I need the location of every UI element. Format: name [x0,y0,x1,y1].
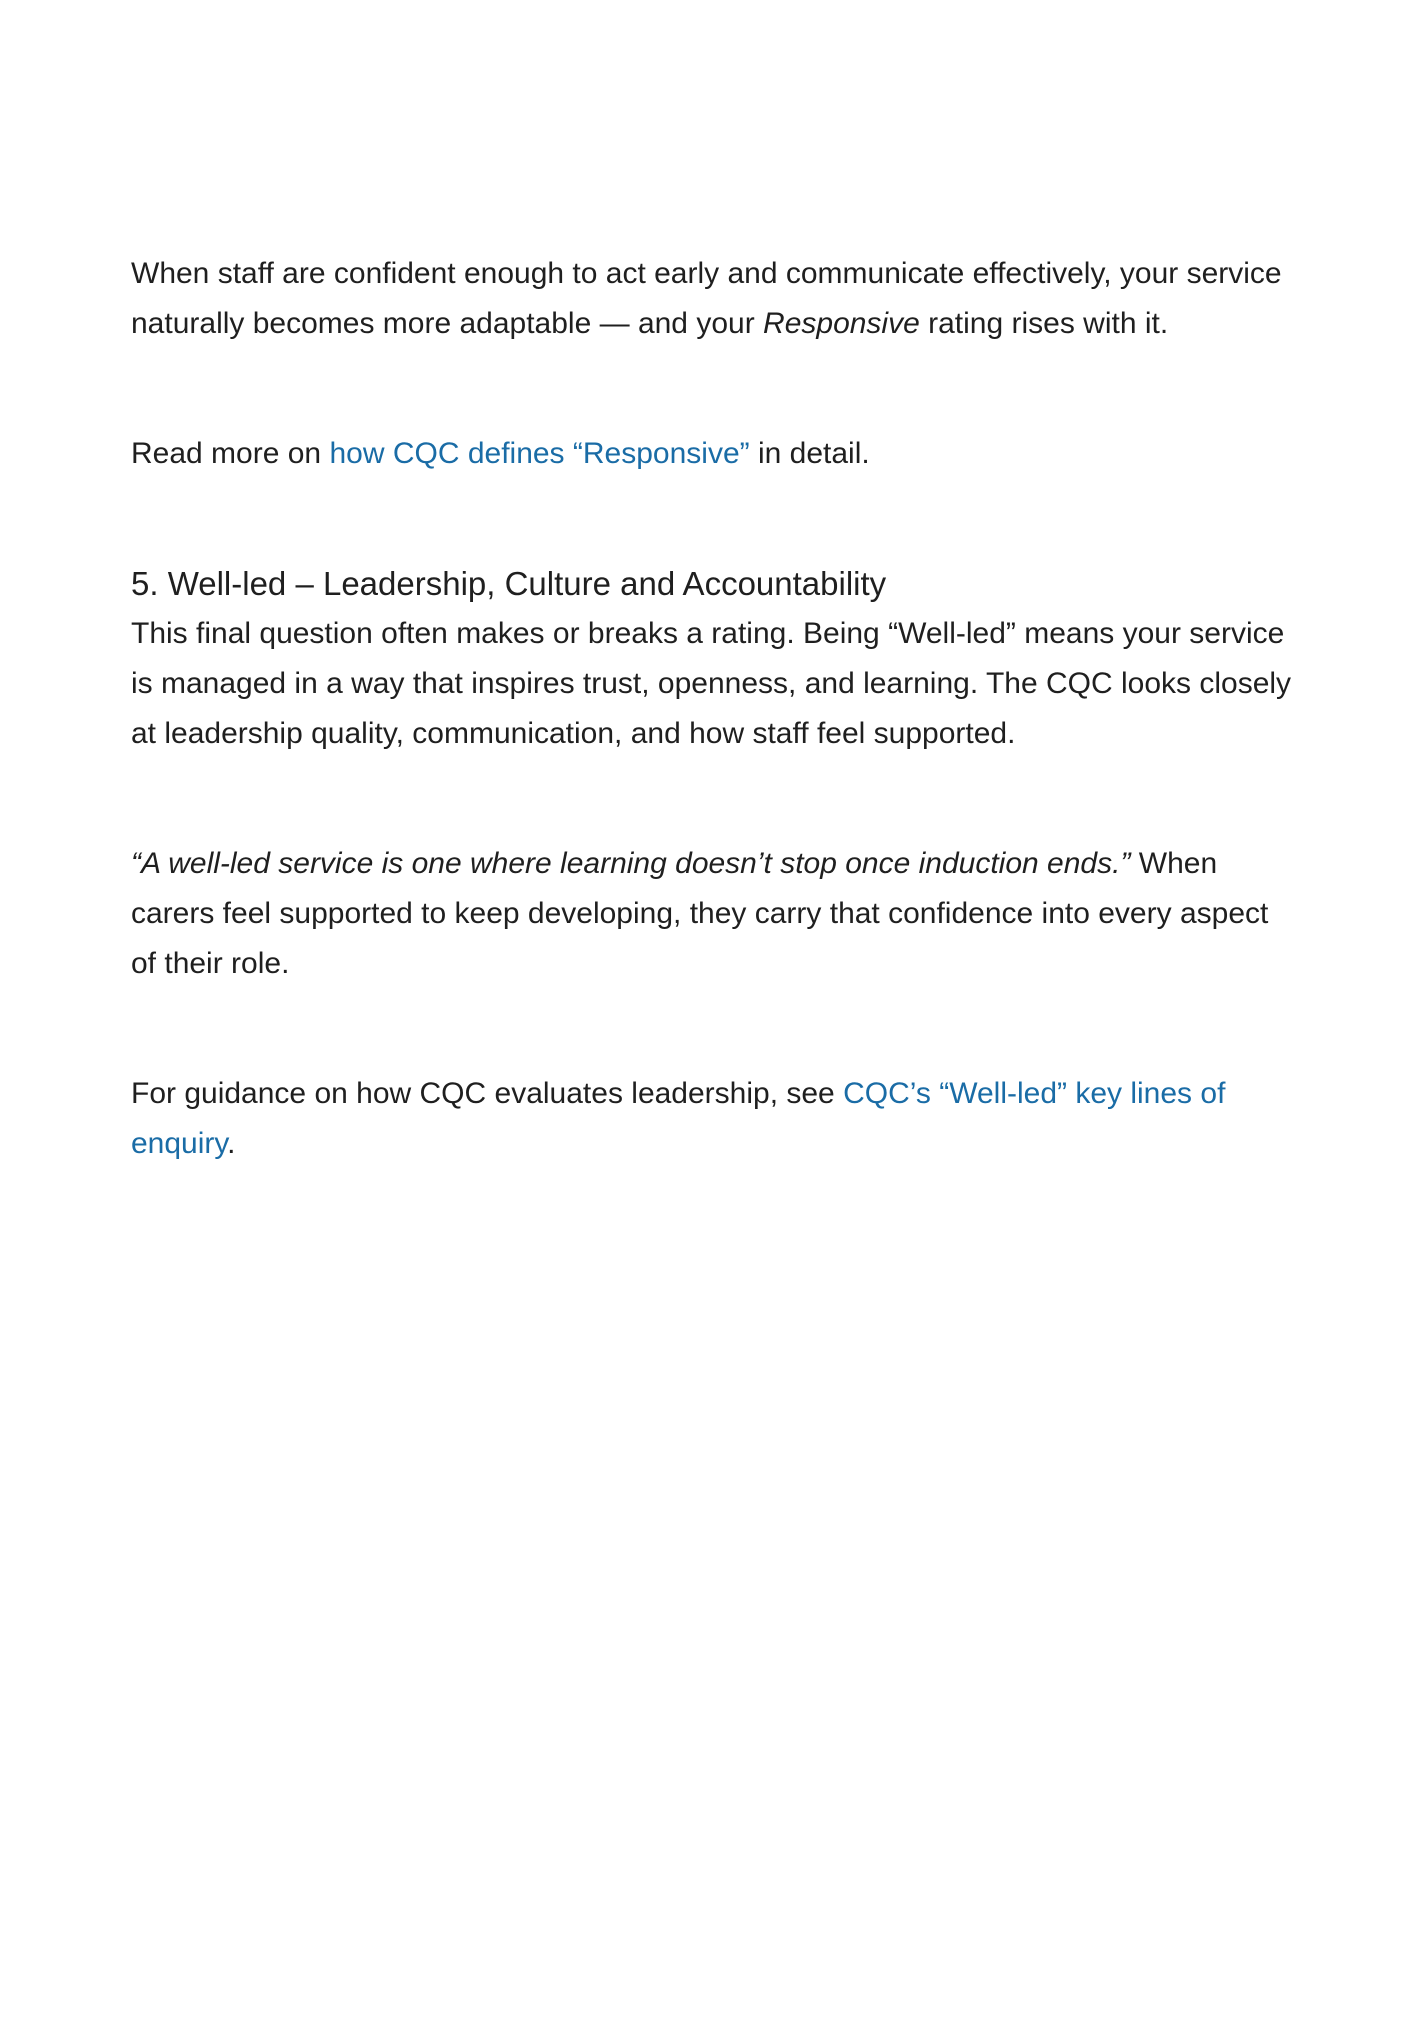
text-run: in detail. [749,437,870,470]
text-run: . [227,1127,236,1160]
paragraph-well-led-intro [131,609,1297,759]
text-run: When carers feel supported to keep developing, they carry that confidence into every aspect of their role. [131,847,1269,980]
link-cqc-well-led-key-lines-of-enquiry[interactable]: CQC’s “Well-led” key lines of enquiry [131,1077,1226,1160]
section-heading-well-led: 5. Well-led – Leadership, Culture and Accountability [131,565,887,602]
link-how-cqc-defines-responsive[interactable]: how CQC defines “Responsive” [329,437,750,470]
text-run: This final question often makes or breaks a rating. Being “Well-led” means your service is managed in a way that inspires trust, openness, and learning. The CQC looks closely at leadership quality, communication, and how staff feel supported. [131,617,1292,750]
italic-text-responsive: Responsive [763,307,920,340]
paragraph-well-led-quote [131,839,1297,989]
text-run: For guidance on how CQC evaluates leadership, see [131,1077,844,1110]
paragraph-responsive-summary [131,249,1297,349]
paragraph-read-more [131,429,1297,479]
paragraph-guidance [131,1069,1297,1169]
text-run: Read more on [131,437,330,470]
italic-quote-text: “A well-led service is one where learning doesn’t stop once induction ends.” [131,847,1139,880]
text-run: rating rises with it. [919,307,1169,340]
text-run: When staff are confident enough to act early and communicate effectively, your service naturally becomes more adaptable — and your [131,257,1282,340]
